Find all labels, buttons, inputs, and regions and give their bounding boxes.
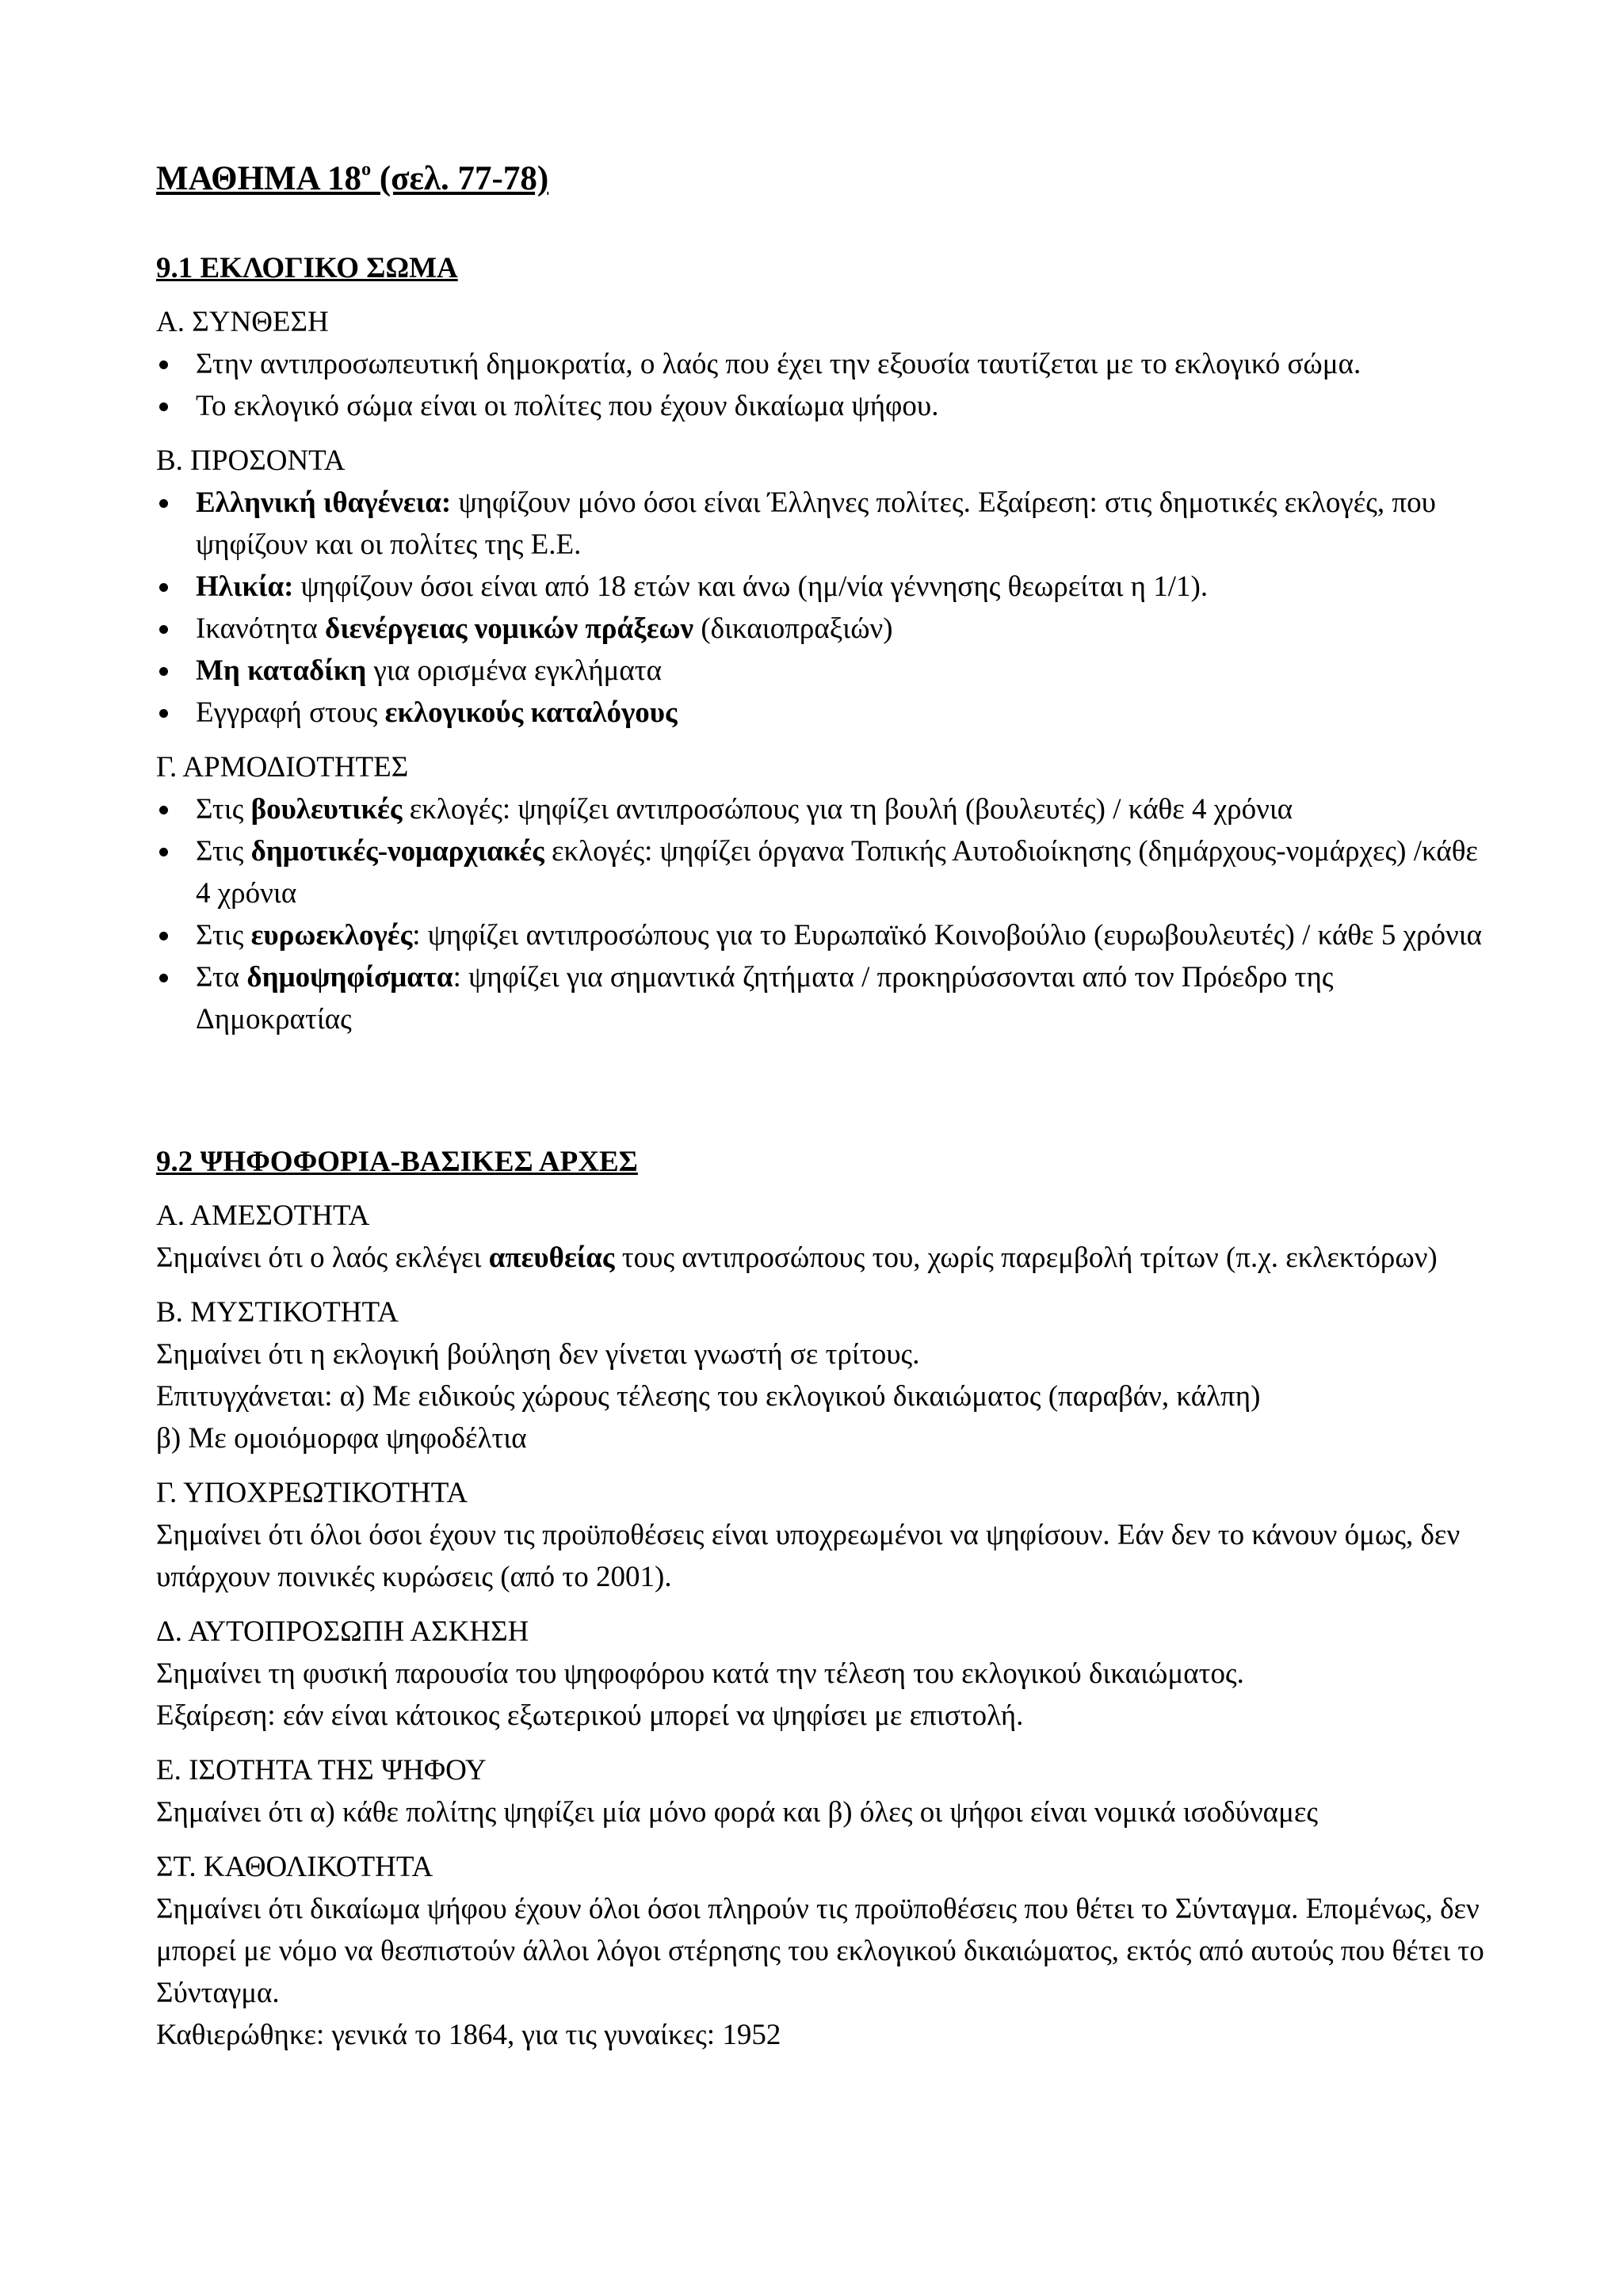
list-item [156, 650, 1487, 692]
title-text: ΜΑΘΗΜΑ 18 [156, 160, 362, 197]
principle-secrecy [156, 1291, 1487, 1459]
section-heading: 9.2 ΨΗΦΟΦΟΡΙΑ-ΒΑΣΙΚΕΣ ΑΡΧΕΣ [156, 1146, 638, 1178]
subsection-composition [156, 301, 1487, 427]
lesson-title [156, 155, 548, 203]
paragraph: Σημαίνει ότι όλοι όσοι έχουν τις προϋποθέσεις είναι υποχρεωμένοι να ψηφίσουν. Εάν δεν το κάνουν όμως, δεν υπάρχουν ποινικές κυρώσεις (από το 2001). [156, 1519, 1461, 1593]
paragraph-text: Σημαίνει ότι ο λαός εκλέγει [156, 1241, 489, 1274]
item-text: για ορισμένα εγκλήματα [366, 654, 663, 687]
list-item [156, 692, 1487, 734]
subsection-competences [156, 746, 1487, 1040]
list-item [156, 914, 1487, 956]
subsection-heading: Ε. ΙΣΟΤΗΤΑ ΤΗΣ ΨΗΦΟΥ [156, 1754, 487, 1787]
subsection-heading: Α. ΣΥΝΘΕΣΗ [156, 306, 329, 338]
principle-obligation [156, 1472, 1487, 1598]
item-text: ψηφίζουν όσοι είναι από 18 ετών και άνω (ημ/νία γέννησης θεωρείται η 1/1). [293, 570, 1209, 603]
subsection-heading: Δ. ΑΥΤΟΠΡΟΣΩΠΗ ΑΣΚΗΣΗ [156, 1615, 529, 1648]
principle-directness [156, 1195, 1487, 1279]
list-item [156, 788, 1487, 830]
item-text: ψηφίζουν μόνο όσοι είναι Έλληνες πολίτες. Εξαίρεση: στις δημοτικές εκλογές, που ψηφίζουν και οι πολίτες της Ε.Ε. [196, 486, 1436, 561]
item-text: : ψηφίζει αντιπροσώπους για το Ευρωπαϊκό Κοινοβούλιο (ευρωβουλευτές) / κάθε 5 χρόνια [412, 919, 1483, 952]
paragraph-line: Εξαίρεση: εάν είναι κάτοικος εξωτερικού μπορεί να ψηφίσει με επιστολή. [156, 1699, 1024, 1732]
item-text: Στις [196, 835, 251, 868]
principle-universality [156, 1846, 1487, 2056]
item-text: Εγγραφή στους [196, 696, 385, 729]
subsection-heading: Γ. ΥΠΟΧΡΕΩΤΙΚΟΤΗΤΑ [156, 1477, 468, 1509]
title-superscript: ο [361, 159, 372, 180]
item-term: διενέργειας νομικών πράξεων [324, 612, 694, 645]
subsection-heading: ΣΤ. ΚΑΘΟΛΙΚΟΤΗΤΑ [156, 1851, 433, 1883]
subsection-qualifications [156, 440, 1487, 734]
section-electoral-body [156, 247, 1487, 1053]
item-text: εκλογές: ψηφίζει αντιπροσώπους για τη βουλή (βουλευτές) / κάθε 4 χρόνια [402, 793, 1293, 826]
section-heading: 9.1 ΕΚΛΟΓΙΚΟ ΣΩΜΑ [156, 252, 458, 284]
bullet-list [156, 482, 1487, 734]
paragraph-line: β) Με ομοιόμορφα ψηφοδέλτια [156, 1422, 527, 1455]
paragraph-text: τους αντιπροσώπους του, χωρίς παρεμβολή τρίτων (π.χ. εκλεκτόρων) [614, 1241, 1438, 1274]
list-item [156, 482, 1487, 566]
paragraph-line: Σημαίνει τη φυσική παρουσία του ψηφοφόρου κατά την τέλεση του εκλογικού δικαιώματος. [156, 1657, 1244, 1690]
item-text: : ψηφίζει για σημαντικά ζητήματα / προκηρύσσονται από τον Πρόεδρο της Δημοκρατίας [196, 961, 1334, 1035]
item-text: Στις [196, 793, 251, 826]
paragraph [156, 1237, 1487, 1279]
section-voting-principles [156, 1141, 1487, 2069]
paragraph-line: Σημαίνει ότι η εκλογική βούληση δεν γίνεται γνωστή σε τρίτους. [156, 1338, 920, 1371]
item-text: εκλογές: ψηφίζει όργανα Τοπικής Αυτοδιοίκησης (δημάρχους-νομάρχες) /κάθε 4 χρόνια [196, 835, 1478, 910]
subsection-heading: Α. ΑΜΕΣΟΤΗΤΑ [156, 1199, 370, 1232]
list-item [156, 830, 1487, 914]
item-text: Στα [196, 961, 247, 994]
subsection-heading: Β. ΜΥΣΤΙΚΟΤΗΤΑ [156, 1296, 399, 1329]
list-item [156, 566, 1487, 608]
item-text: (δικαιοπραξιών) [693, 612, 893, 645]
paragraph: Σημαίνει ότι δικαίωμα ψήφου έχουν όλοι όσοι πληρούν τις προϋποθέσεις που θέτει το Σύνταγμα. Επομένως, δεν μπορεί με νόμο να θεσπιστούν άλλοι λόγοι στέρησης του εκλογικού δικαιώματος, εκτός από αυτούς που θέτει το Σύνταγμα. [156, 1893, 1484, 2009]
item-text: Στις [196, 919, 251, 952]
paragraph: Καθιερώθηκε: γενικά το 1864, για τις γυναίκες: 1952 [156, 2019, 781, 2051]
paragraph-term: απευθείας [488, 1241, 615, 1274]
list-item [156, 608, 1487, 650]
subsection-heading: Β. ΠΡΟΣΟΝΤΑ [156, 444, 346, 477]
item-text: Ικανότητα [196, 612, 325, 645]
item-term: δημοτικές-νομαρχιακές [250, 835, 544, 868]
list-item [156, 956, 1487, 1040]
item-term: ευρωεκλογές [250, 919, 413, 952]
paragraph-line: Επιτυγχάνεται: α) Με ειδικούς χώρους τέλεσης του εκλογικού δικαιώματος (παραβάν, κάλπη) [156, 1380, 1261, 1413]
paragraph: Σημαίνει ότι α) κάθε πολίτης ψηφίζει μία μόνο φορά και β) όλες οι ψήφοι είναι νομικά ισοδύναμες [156, 1796, 1319, 1829]
principle-equality [156, 1749, 1487, 1833]
title-pages: (σελ. 77-78) [371, 160, 549, 197]
item-term: βουλευτικές [250, 793, 403, 826]
item-term: Μη καταδίκη [196, 654, 367, 687]
item-term: Ηλικία: [196, 570, 294, 603]
item-term: Ελληνική ιθαγένεια: [196, 486, 452, 519]
list-item: Το εκλογικό σώμα είναι οι πολίτες που έχουν δικαίωμα ψήφου. [156, 385, 1487, 427]
item-term: δημοψηφίσματα [246, 961, 453, 994]
item-term: εκλογικούς καταλόγους [384, 696, 678, 729]
subsection-heading: Γ. ΑΡΜΟΔΙΟΤΗΤΕΣ [156, 751, 409, 784]
bullet-list [156, 788, 1487, 1040]
list-item: Στην αντιπροσωπευτική δημοκρατία, ο λαός που έχει την εξουσία ταυτίζεται με το εκλογικό σώμα. [156, 343, 1487, 385]
principle-personal-exercise [156, 1611, 1487, 1737]
bullet-list [156, 343, 1487, 427]
